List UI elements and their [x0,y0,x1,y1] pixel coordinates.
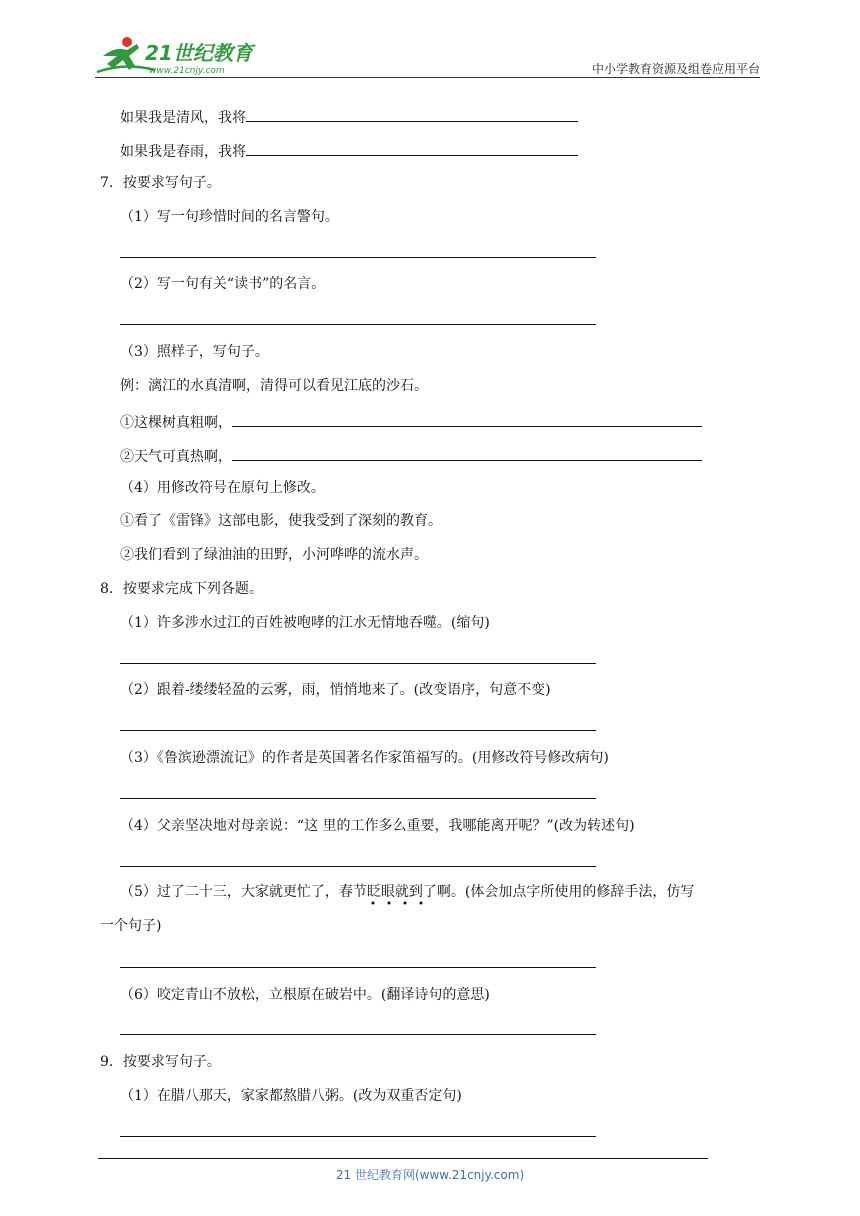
emphasized-words [367,882,423,902]
question-8-3: （3）《鲁滨逊漂流记》的作者是英国著名作家笛福写的。(用修改符号修改病句) [120,750,609,766]
answer-line-qingfeng [120,105,578,128]
answer-blank[interactable] [246,139,578,156]
logo-url-text: www.21cnjy.com [149,66,225,76]
question-7-4-a: ①看了《雷锋》这部电影，使我受到了深刻的教育。 [120,513,442,529]
question-8-5-cont: 一个句子) [100,918,162,934]
logo-main-text: 21世纪教育 [145,41,253,65]
prompt-text: （5）过了二十三，大家就更忙了，春节 [120,884,367,900]
answer-blank[interactable] [232,410,702,427]
question-9-title: 9．按要求写句子。 [100,1054,221,1070]
emphasis-dots-icon [367,900,431,906]
answer-rule[interactable] [120,663,596,664]
question-8-1: （1）许多涉水过江的百姓被咆哮的江水无情地吞噬。(缩句) [120,615,490,631]
prompt-text: 了啊。(体会加点字所使用的修辞手法，仿写 [422,884,695,900]
answer-rule[interactable] [120,1136,596,1137]
answer-rule[interactable] [120,257,596,258]
emphasized-text: 眨眼就到 [366,884,423,900]
question-7-title: 7．按要求写句子。 [100,175,221,191]
question-8-title: 8．按要求完成下列各题。 [100,581,263,597]
answer-rule[interactable] [120,730,596,731]
answer-blank[interactable] [232,444,702,461]
prompt-text: 如果我是春雨，我将 [120,144,246,160]
site-logo [95,34,265,76]
page-header [95,30,760,78]
answer-rule[interactable] [120,324,596,325]
answer-rule[interactable] [120,798,596,799]
question-7-2: （2）写一句有关“读书”的名言。 [120,276,326,292]
answer-line-chunyu [120,139,578,162]
question-7-3-example: 例：漓江的水真清啊，清得可以看见江底的沙石。 [120,378,428,394]
question-9-1: （1）在腊八那天，家家都熬腊八粥。(改为双重否定句) [120,1088,462,1104]
answer-rule[interactable] [120,1034,596,1035]
question-7-4: （4）用修改符号在原句上修改。 [120,480,325,496]
answer-rule[interactable] [120,967,596,968]
prompt-text: ①这棵树真粗啊， [120,415,232,431]
answer-rule[interactable] [120,866,596,867]
answer-blank[interactable] [246,105,578,122]
prompt-text: ②天气可真热啊， [120,449,232,465]
question-8-2: （2）跟着-缕缕轻盈的云雾，雨，悄悄地来了。(改变语序，句意不变) [120,682,551,698]
header-divider [95,77,760,78]
footer-divider [98,1158,708,1159]
footer-site-text[interactable]: 21 世纪教育网(www.21cnjy.com) [335,1168,525,1182]
question-7-4-b: ②我们看到了绿油油的田野，小河哗哗的流水声。 [120,547,428,563]
question-8-6: （6）咬定青山不放松，立根原在破岩中。(翻译诗句的意思) [120,987,490,1003]
question-7-1: （1）写一句珍惜时间的名言警句。 [120,209,339,225]
question-8-5 [120,882,694,902]
question-7-3-b [120,444,702,467]
question-8-4: （4）父亲坚决地对母亲说：“这 里的工作多么重要，我哪能离开呢？”(改为转述句) [120,818,635,834]
question-7-3-a [120,410,702,433]
header-platform-text: 中小学教育资源及组卷应用平台 [591,62,760,76]
prompt-text: 如果我是清风，我将 [120,110,246,126]
question-7-3: （3）照样子，写句子。 [120,344,269,360]
